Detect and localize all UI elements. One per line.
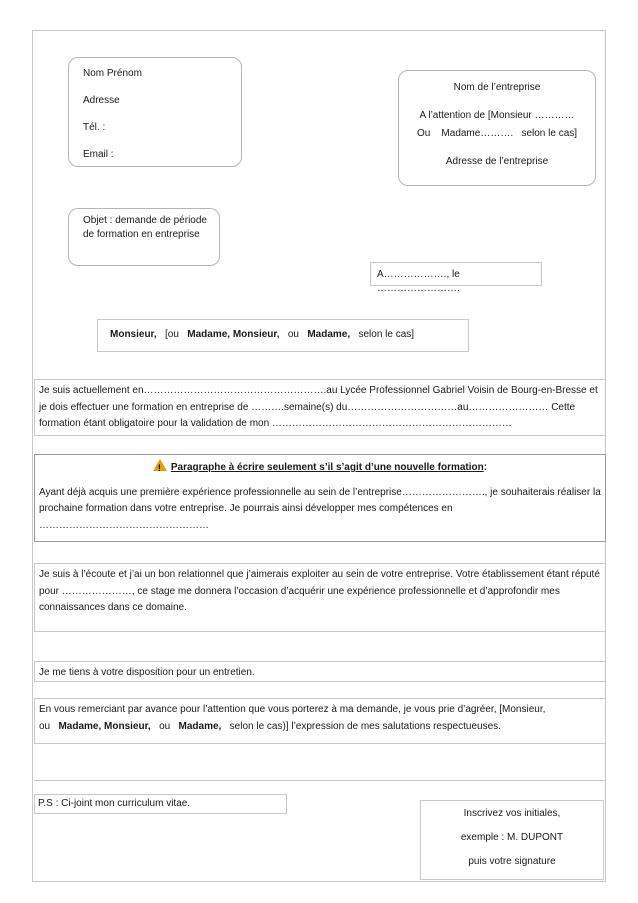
new-formation-colon: : <box>483 462 488 473</box>
sender-email: Email : <box>83 149 114 160</box>
closing-madame: Madame, <box>178 720 222 732</box>
subject-text: Objet : demande de période de formation en entreprise <box>83 215 207 240</box>
new-formation-title: Paragraphe à écrire seulement s’il s’agit d’une nouvelle formation <box>170 462 484 473</box>
company-attention-2: Ou Madame………. selon le cas] <box>416 128 578 139</box>
paragraph-new-formation <box>34 454 606 542</box>
salutation-selon: selon le cas] <box>358 329 415 340</box>
company-attention-1: A l’attention de [Monsieur ………… <box>419 110 575 121</box>
closing-ou1: ou <box>39 720 51 732</box>
company-block <box>398 70 596 186</box>
signature-block <box>420 800 604 880</box>
paragraph-intro: Je suis actuellement en……………………………………………….au Lycée Professionnel Gabriel Voisin de Bourg-en-Bresse et je dois effectuer une formation en entreprise de ……….semaine(s) du……………………………au…………………… Cette formation étant obligatoire pour la validation de mon ……………………………………………………………… <box>34 379 606 436</box>
paragraph-availability: Je me tiens à votre disposition pour un entretien. <box>34 661 606 682</box>
company-address: Adresse de l’entreprise <box>445 156 549 167</box>
sender-address: Adresse <box>83 95 120 106</box>
salutation-madame: Madame, <box>307 329 351 340</box>
warning-icon <box>153 459 167 471</box>
new-formation-header <box>39 459 601 477</box>
signature-line-3: puis votre signature <box>468 856 556 867</box>
postscript: P.S : Ci-joint mon curriculum vitae. <box>34 794 287 814</box>
salutation-ou2: ou <box>287 329 299 340</box>
paragraph-motivation: Je suis à l’écoute et j’ai un bon relationnel que j’aimerais exploiter au sein de votre entreprise. Votre établissement étant réputé pour …………………, ce stage me donnera l’occasion d’acquérir une expérience professionnelle et d’approfondir mes connaissances dans ce domaine. <box>34 563 606 632</box>
salutation-madame-monsieur: Madame, Monsieur, <box>187 329 280 340</box>
company-name: Nom de l’entreprise <box>453 82 541 93</box>
subject-block <box>68 208 220 266</box>
salutation-block <box>97 319 469 352</box>
sender-block <box>68 57 242 167</box>
closing-ou2: ou <box>159 720 171 732</box>
salutation-ou1: [ou <box>165 329 179 340</box>
salutation-monsieur: Monsieur, <box>110 329 157 340</box>
divider <box>34 780 606 781</box>
paragraph-closing <box>34 698 606 744</box>
signature-line-1: Inscrivez vos initiales, <box>463 808 561 819</box>
closing-part2: selon le cas)] l’expression de mes salutations respectueuses. <box>229 720 501 732</box>
sender-phone: Tél. : <box>83 122 106 133</box>
date-field: A………………., le ……………………. <box>370 262 542 286</box>
closing-madame-monsieur: Madame, Monsieur, <box>58 720 151 732</box>
signature-line-2: exemple : M. DUPONT <box>460 832 564 843</box>
sender-name: Nom Prénom <box>83 68 142 79</box>
new-formation-text: Ayant déjà acquis une première expérience professionnelle au sein de l’entreprise……………………., je souhaiterais réaliser la prochaine formation dans votre entreprise. Je pourrais ainsi développer mes compétences en …………………………………………… <box>39 486 601 531</box>
closing-part1: En vous remerciant par avance pour l’attention que vous porterez à ma demande, je vous prie d’agréer, [Monsieur, <box>39 704 546 715</box>
